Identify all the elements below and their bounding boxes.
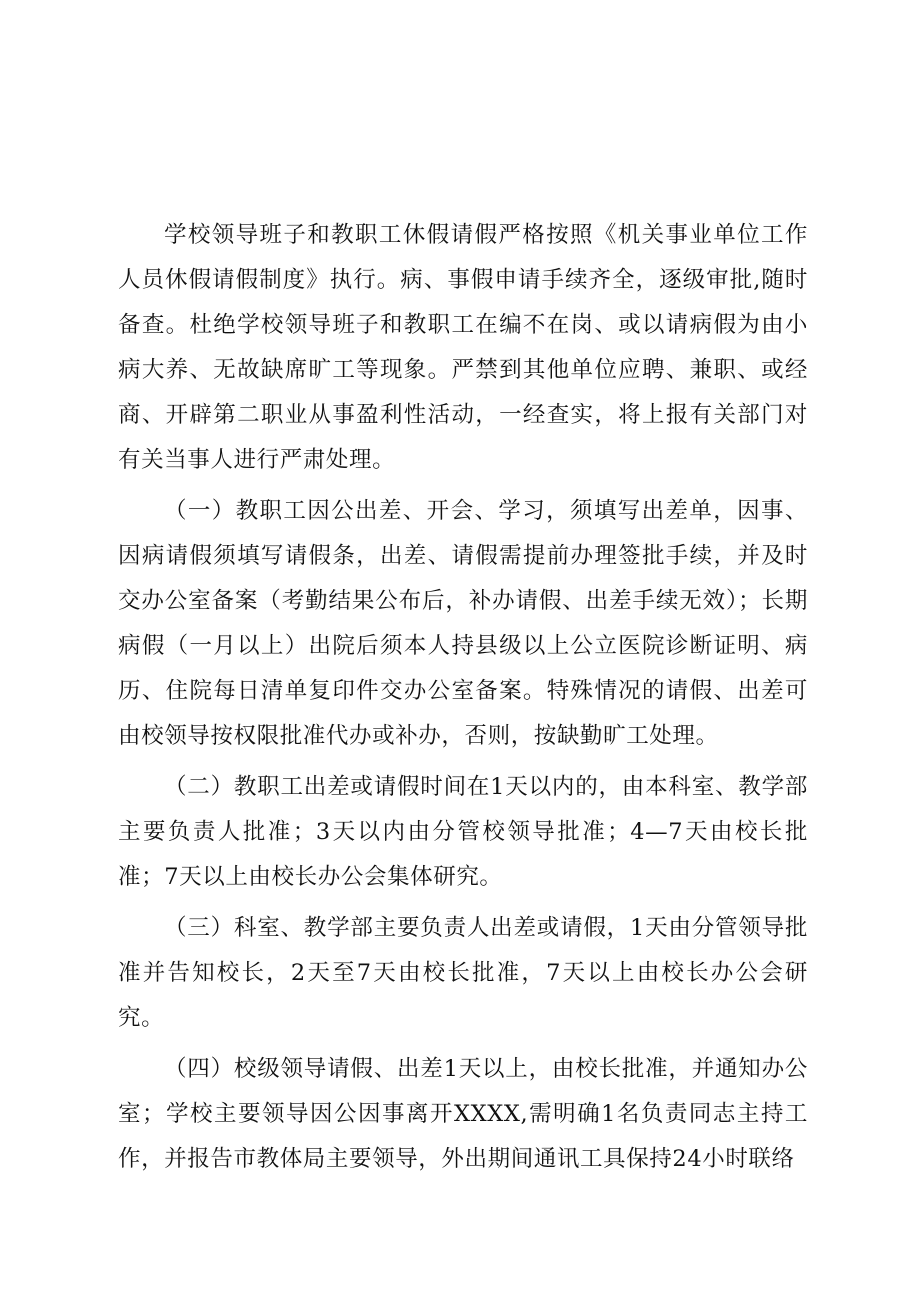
paragraph-item-4: （四）校级领导请假、出差1天以上，由校长批准，并通知办公室；学校主要领导因公因事离开XXXX,需明确1名负责同志主持工作，并报告市教体局主要领导，外出期间通讯工具保持24小时联络 — [118, 1056, 808, 1172]
document-body — [118, 213, 808, 1188]
paragraph-item-3: （三）科室、教学部主要负责人出差或请假，1天由分管领导批准并告知校长，2天至7天由校长批准，7天以上由校长办公会研究。 — [118, 915, 808, 1031]
paragraph-item-1: （一）教职工因公出差、开会、学习，须填写出差单，因事、因病请假须填写请假条，出差、请假需提前办理签批手续，并及时交办公室备案（考勤结果公布后，补办请假、出差手续无效）；长期病假（一月以上）出院后须本人持县级以上公立医院诊断证明、病历、住院每日清单复印件交办公室备案。特殊情况的请假、出差可由校领导按权限批准代办或补办，否则，按缺勤旷工处理。 — [118, 498, 808, 749]
paragraph-leave-policy: 学校领导班子和教职工休假请假严格按照《机关事业单位工作人员休假请假制度》执行。病、事假申请手续齐全，逐级审批,随时备查。杜绝学校领导班子和教职工在编不在岗、或以请病假为由小病大养、无故缺席旷工等现象。严禁到其他单位应聘、兼职、或经商、开辟第二职业从事盈利性活动，一经查实，将上报有关部门对有关当事人进行严肃处理。 — [118, 222, 808, 473]
paragraph-item-2: （二）教职工出差或请假时间在1天以内的，由本科室、教学部主要负责人批准；3天以内由分管校领导批准；4—7天由校长批准；7天以上由校长办公会集体研究。 — [118, 774, 808, 890]
